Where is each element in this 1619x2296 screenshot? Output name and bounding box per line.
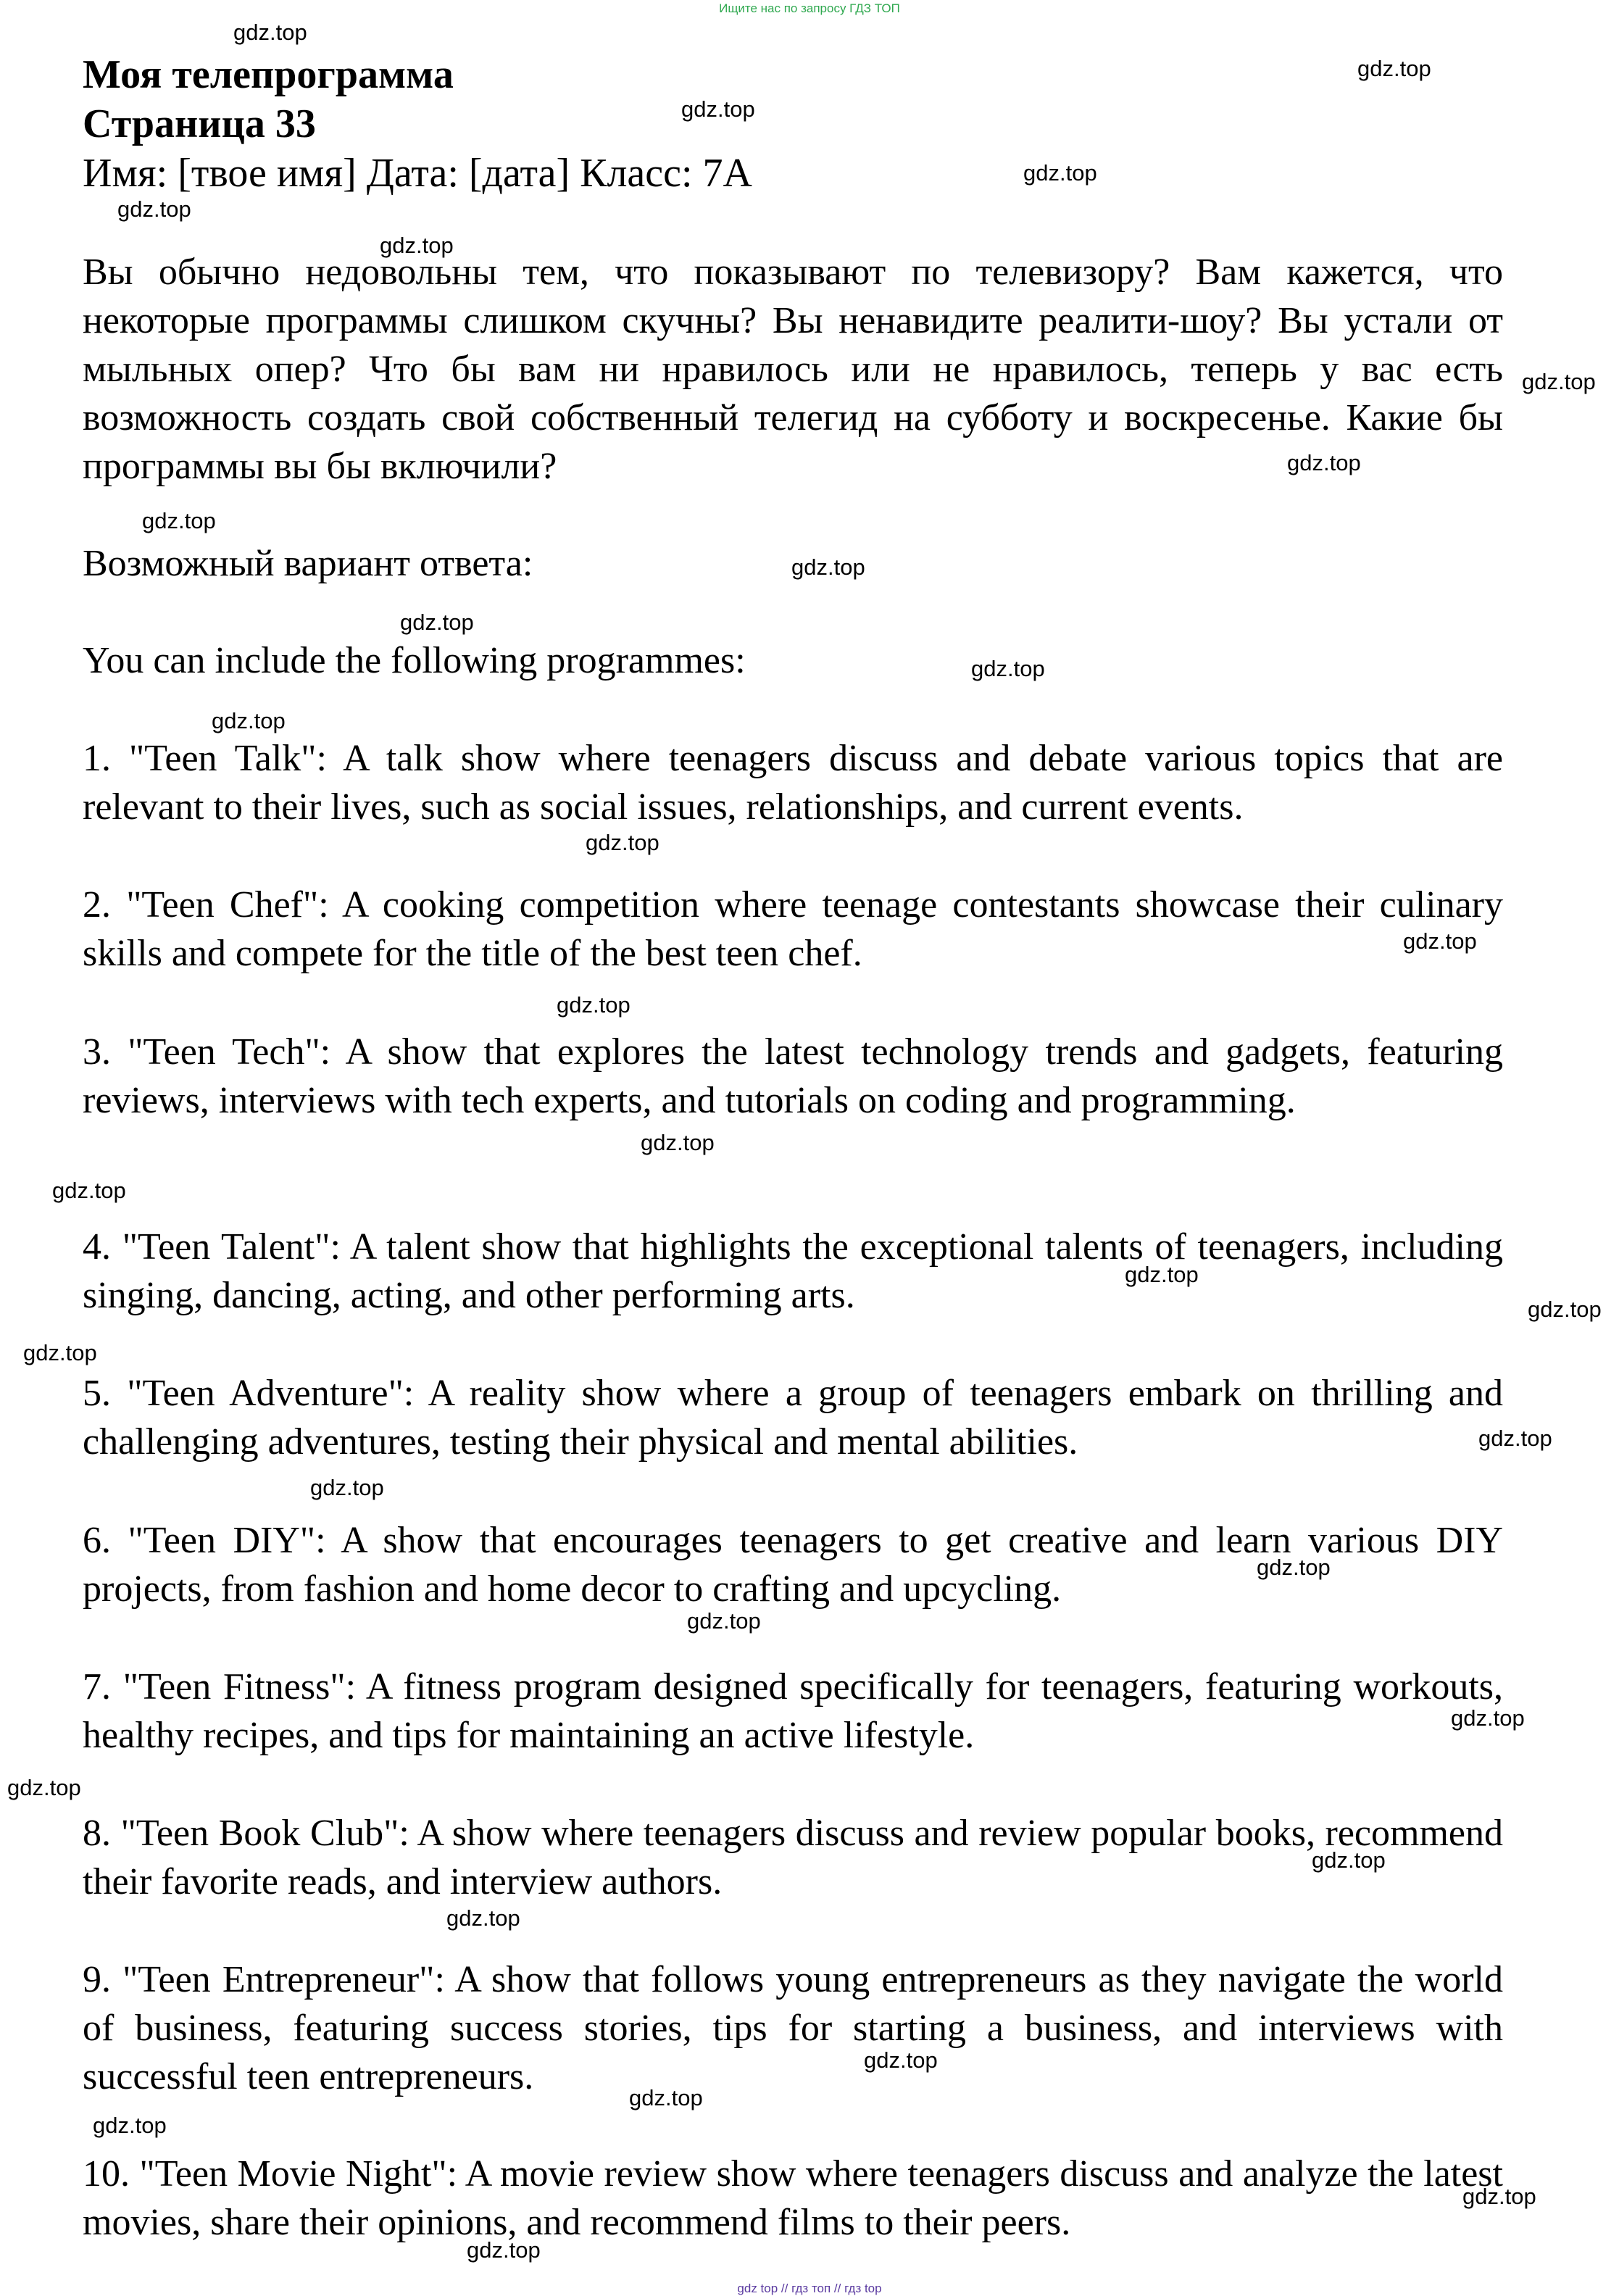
watermark: gdz.top — [380, 233, 454, 258]
watermark: gdz.top — [629, 2085, 703, 2110]
watermark: gdz.top — [641, 1130, 715, 1155]
page-number: Страница 33 — [83, 101, 316, 146]
watermark: gdz.top — [864, 2047, 938, 2073]
watermark: gdz.top — [446, 1905, 520, 1931]
programme-item: 3. "Teen Tech": A show that explores the latest technology trends and gadgets, featuring reviews, interviews with tech experts, and tutorials on coding and programming. — [83, 1031, 1503, 1121]
page-title: Моя телепрограмма — [83, 52, 454, 97]
programme-item: 6. "Teen DIY": A show that encourages teenagers to get creative and learn various DIY projects, from fashion and home decor to crafting and upcycling. — [83, 1520, 1503, 1610]
programme-item: 7. "Teen Fitness": A fitness program designed specifically for teenagers, featuring workouts, healthy recipes, and tips for maintaining an active lifestyle. — [83, 1666, 1503, 1756]
watermark: gdz.top — [93, 2113, 167, 2138]
watermark: gdz.top — [1023, 160, 1097, 186]
watermark: gdz.top — [233, 20, 307, 45]
programme-item: 1. "Teen Talk": A talk show where teenagers discuss and debate various topics that are relevant to their lives, such as social issues, relationships, and current events. — [83, 738, 1503, 828]
watermark: gdz.top — [1312, 1847, 1386, 1873]
watermark: gdz.top — [681, 96, 755, 122]
student-info: Имя: [твое имя] Дата: [дата] Класс: 7А — [83, 151, 752, 196]
task-question: Вы обычно недовольны тем, что показывают по телевизору? Вам кажется, что некоторые программы слишком скучны? Вы ненавидите реалити-шоу? Вы устали от мыльных опер? Что бы вам ни нравилось или не нравилось, теперь у вас есть возможность создать свой собственный телегид на субботу и воскресенье. Какие бы программы вы бы включили? — [83, 251, 1503, 487]
footer-watermark: gdz top // гдз топ // гдз top — [737, 2282, 882, 2295]
watermark: gdz.top — [791, 554, 865, 580]
answer-intro: You can include the following programmes: — [83, 640, 746, 681]
watermark: gdz.top — [1478, 1426, 1552, 1451]
watermark: gdz.top — [1403, 928, 1477, 954]
watermark: gdz.top — [1451, 1705, 1525, 1731]
watermark: gdz.top — [1125, 1262, 1199, 1287]
watermark: gdz.top — [467, 2237, 541, 2263]
watermark: gdz.top — [212, 708, 286, 733]
watermark: gdz.top — [1528, 1297, 1602, 1322]
programme-item: 9. "Teen Entrepreneur": A show that follows young entrepreneurs as they navigate the world of business, featuring success stories, tips for starting a business, and interviews with successful teen entrepreneurs. — [83, 1959, 1503, 2097]
programme-item: 2. "Teen Chef": A cooking competition where teenage contestants showcase their culinary skills and compete for the title of the best teen chef. — [83, 884, 1503, 974]
watermark: gdz.top — [586, 830, 659, 855]
watermark: gdz.top — [1462, 2184, 1536, 2209]
watermark: gdz.top — [400, 610, 474, 635]
watermark: gdz.top — [7, 1775, 81, 1800]
watermark: gdz.top — [52, 1178, 126, 1203]
watermark: gdz.top — [23, 1340, 97, 1365]
watermark: gdz.top — [1522, 369, 1596, 394]
programme-item: 4. "Teen Talent": A talent show that highlights the exceptional talents of teenagers, including singing, dancing, acting, and other performing arts. — [83, 1226, 1503, 1316]
programme-item: 8. "Teen Book Club": A show where teenagers discuss and review popular books, recommend their favorite reads, and interview authors. — [83, 1813, 1503, 1902]
watermark: gdz.top — [1257, 1555, 1331, 1580]
watermark: gdz.top — [1287, 450, 1361, 475]
watermark: gdz.top — [1357, 56, 1431, 81]
watermark: gdz.top — [687, 1608, 761, 1634]
programme-item: 10. "Teen Movie Night": A movie review show where teenagers discuss and analyze the latest movies, share their opinions, and recommend films to their peers. — [83, 2153, 1503, 2243]
watermark: gdz.top — [117, 196, 191, 222]
watermark: gdz.top — [557, 992, 630, 1018]
top-banner: Ищите нас по запросу ГДЗ ТОП — [719, 1, 900, 15]
watermark: gdz.top — [142, 508, 216, 533]
watermark: gdz.top — [971, 656, 1045, 681]
answer-label: Возможный вариант ответа: — [83, 543, 533, 584]
programme-item: 5. "Teen Adventure": A reality show where a group of teenagers embark on thrilling and challenging adventures, testing their physical and mental abilities. — [83, 1373, 1503, 1463]
watermark: gdz.top — [310, 1475, 384, 1500]
